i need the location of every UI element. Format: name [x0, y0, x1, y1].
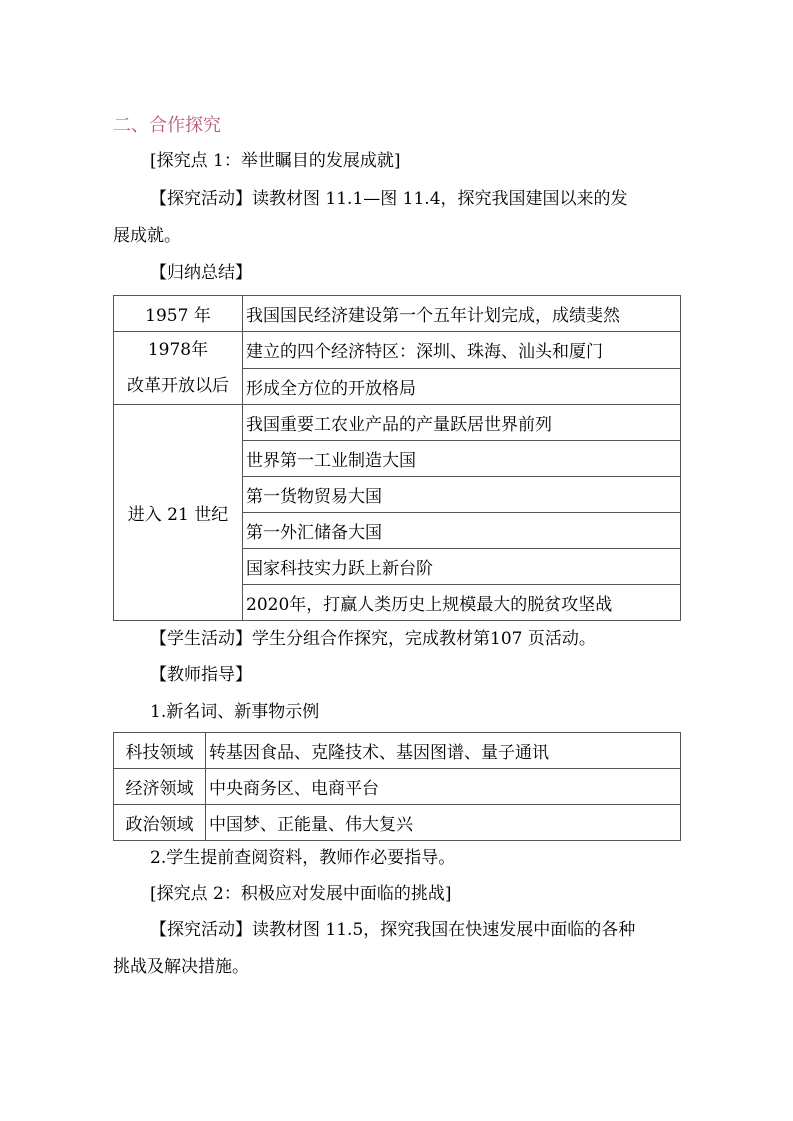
- achievement-cell: 形成全方位的开放格局: [243, 368, 681, 405]
- examples-cell: 中央商务区、电商平台: [206, 769, 681, 805]
- field-cell: 经济领域: [114, 769, 206, 805]
- teacher-guide-label: 【教师指导】: [150, 665, 252, 685]
- point1-title: [探究点 1：举世瞩目的发展成就]: [150, 151, 401, 171]
- field-cell: 科技领域: [114, 733, 206, 769]
- table-row: [114, 405, 681, 441]
- student-activity: 【学生活动】学生分组合作探究，完成教材第107 页活动。: [150, 629, 596, 649]
- guide-item-1: 1.新名词、新事物示例: [150, 702, 320, 722]
- guide-item-2: 2.学生提前查阅资料，教师作必要指导。: [150, 848, 456, 868]
- table-row: [114, 332, 681, 369]
- table-row: [114, 296, 681, 332]
- achievement-cell: 第一货物贸易大国: [243, 477, 681, 513]
- achievement-cell: 第一外汇储备大国: [243, 513, 681, 549]
- point2-title: [探究点 2：积极应对发展中面临的挑战]: [150, 884, 452, 904]
- activity2-line2: 挑战及解决措施。: [113, 957, 249, 977]
- achievement-cell: 我国国民经济建设第一个五年计划完成，成绩斐然: [243, 296, 681, 332]
- achievement-cell: 建立的四个经济特区：深圳、珠海、汕头和厦门: [243, 332, 681, 369]
- period-cell: 进入 21 世纪: [114, 405, 243, 621]
- summary-label: 【归纳总结】: [150, 263, 252, 283]
- achievement-cell: 国家科技实力跃上新台阶: [243, 549, 681, 585]
- activity1-line1: 【探究活动】读教材图 11.1—图 11.4，探究我国建国以来的发: [150, 189, 628, 209]
- activity2-line1: 【探究活动】读教材图 11.5，探究我国在快速发展中面临的各种: [150, 920, 636, 940]
- activity1-line2: 展成就。: [113, 226, 181, 246]
- achievement-cell: 2020年，打赢人类历史上规模最大的脱贫攻坚战: [243, 585, 681, 621]
- achievement-cell: 我国重要工农业产品的产量跃居世界前列: [243, 405, 681, 441]
- examples-cell: 中国梦、正能量、伟大复兴: [206, 805, 681, 841]
- achievements-table: [113, 295, 681, 621]
- achievement-cell: 世界第一工业制造大国: [243, 441, 681, 477]
- examples-cell: 转基因食品、克隆技术、基因图谱、量子通讯: [206, 733, 681, 769]
- table-row: [114, 769, 681, 805]
- table-row: [114, 805, 681, 841]
- table-row: [114, 733, 681, 769]
- new-terms-table: [113, 732, 681, 841]
- section-heading: 二、合作探究: [113, 115, 221, 136]
- field-cell: 政治领域: [114, 805, 206, 841]
- period-year: 1978年: [147, 340, 209, 360]
- period-label: 改革开放以后: [127, 376, 229, 396]
- period-cell: [114, 332, 243, 405]
- period-cell: 1957 年: [114, 296, 243, 332]
